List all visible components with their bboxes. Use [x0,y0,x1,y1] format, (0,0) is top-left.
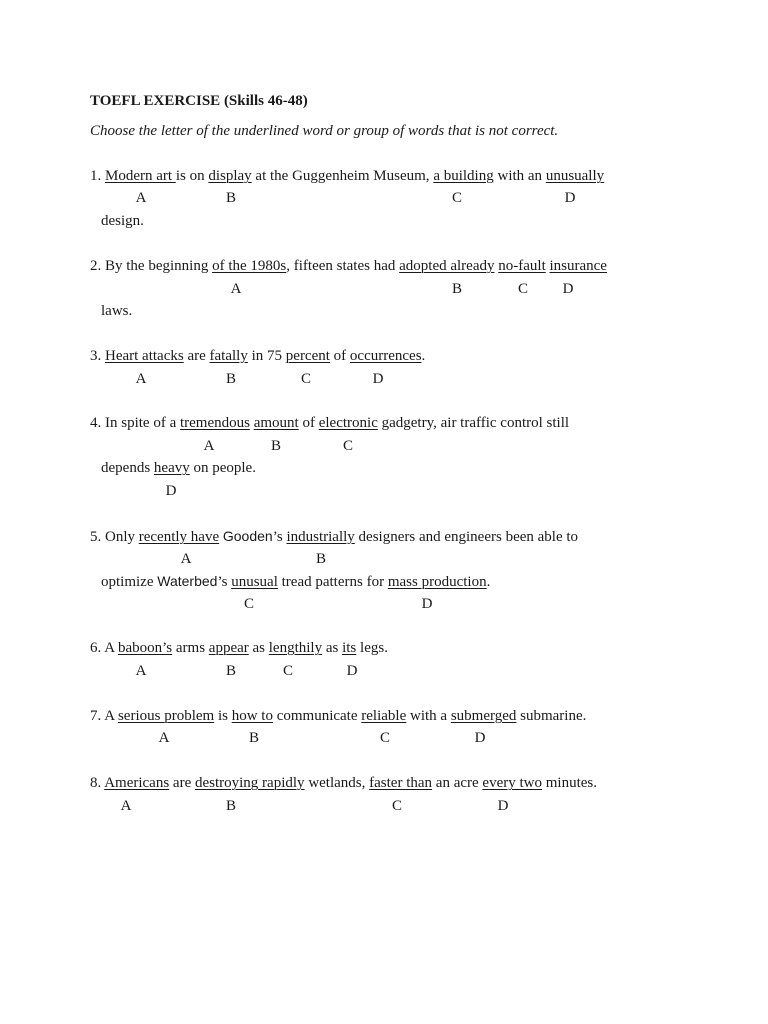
question-4-option-a: tremendous [179,415,250,431]
question-2-text: By the beginning [105,258,213,274]
question-5-line-2 [101,571,490,592]
question-5-option-a: recently have [138,529,220,545]
question-1-letter-a: A [135,190,147,206]
question-6-text: as [322,640,343,656]
question-8-option-c: faster than [369,775,433,791]
question-7-letter-d: D [474,730,486,746]
question-8-option-a: Americans [104,775,170,791]
question-3-option-a: Heart attacks [105,348,184,364]
question-3-text: of [329,348,350,364]
question-2-line-2: laws. [101,303,133,319]
question-6-option-d: its [342,640,357,656]
question-2-option-b: adopted already [399,258,495,274]
question-7-letter-a: A [158,730,170,746]
question-3-option-d: occurrences [349,348,422,364]
question-1-option-a: Modern art [105,168,176,184]
question-7-line-1 [90,706,586,726]
question-2-text: , fifteen states had [286,258,400,274]
question-1-option-c: a building [433,168,494,184]
question-6-option-b: appear [208,640,249,656]
question-6-text: A [104,640,118,656]
question-5-text: ’s [272,529,287,545]
question-5-text: Only [105,529,139,545]
question-2-letter-c: C [517,281,528,297]
question-2-line-1 [90,256,607,276]
exercise-instruction: Choose the letter of the underlined word or group of words that is not correct. [90,123,559,139]
question-6-option-a: baboon’s [117,640,173,656]
question-4-text: In spite of a [105,415,180,431]
question-7-text: with a [406,708,451,724]
question-6-letter-c: C [282,663,293,679]
question-7-option-c: reliable [361,708,407,724]
question-7-text: submarine. [516,708,587,724]
question-4-text: gadgetry, air traffic control still [377,415,570,431]
question-3-text: are [183,348,210,364]
question-5-brand-name: Gooden [222,528,273,544]
question-5-letter-b: B [315,551,326,567]
question-7-letter-b: B [248,730,259,746]
question-3-letter-c: C [300,371,311,387]
question-1-letter-c: C [451,190,462,206]
question-4-letter-a: A [203,438,215,454]
question-3-letter-d: D [372,371,384,387]
question-2-option-a: of the 1980s [212,258,287,274]
question-1-letter-b: B [225,190,236,206]
question-6-line-1 [90,638,388,658]
question-1-letter-d: D [564,190,576,206]
question-5-option-d: mass production [387,574,487,590]
question-1-text: is on [175,168,209,184]
question-8-text: an acre [432,775,483,791]
question-5-text: optimize [101,574,158,590]
question-5-letter-c: C [243,596,254,612]
question-5-text: tread patterns for [277,574,388,590]
question-3-letter-a: A [135,371,147,387]
question-7-option-d: submerged [450,708,517,724]
question-3-text: . [421,348,426,364]
question-8-letter-d: D [497,798,509,814]
question-8-letter-b: B [225,798,236,814]
question-5-text: ’s [217,574,232,590]
question-8-line-1 [90,773,597,793]
question-4-letter-c: C [342,438,353,454]
question-6-letter-b: B [225,663,236,679]
question-7-option-b: how to [231,708,273,724]
question-6-text: legs. [356,640,388,656]
question-7-text: is [214,708,232,724]
question-3-number: 3. [90,348,105,364]
question-1-option-d: unusually [545,168,605,184]
question-3-option-c: percent [285,348,330,364]
question-2-option-c: no-fault [498,258,546,274]
question-5-option-c: unusual [231,574,278,590]
question-3-line-1 [90,346,425,366]
question-4-option-d: heavy [153,460,190,476]
question-5-number: 5. [90,529,105,545]
question-7-text: A [104,708,118,724]
question-1-text: with an [493,168,546,184]
question-5-letter-d: D [421,596,433,612]
question-4-number: 4. [90,415,105,431]
question-6-number: 6. [90,640,105,656]
question-1-line-2: design. [101,213,144,229]
question-1-text: at the Guggenheim Museum, [251,168,434,184]
question-4-line-1 [90,413,569,433]
question-6-text: as [248,640,269,656]
question-4-option-b: amount [253,415,299,431]
question-4-letter-b: B [270,438,281,454]
question-2-option-d: insurance [549,258,607,274]
question-5-option-b: industrially [286,529,355,545]
question-8-text: minutes. [541,775,597,791]
question-5-text: . [486,574,491,590]
question-2-letter-d: D [562,281,574,297]
question-3-text: in 75 [247,348,286,364]
exercise-title: TOEFL EXERCISE (Skills 46-48) [90,93,308,109]
question-7-option-a: serious problem [117,708,215,724]
question-4-text: depends [101,460,154,476]
question-5-letter-a: A [180,551,192,567]
question-4-option-c: electronic [318,415,378,431]
question-2-letter-b: B [451,281,462,297]
question-1-number: 1. [90,168,105,184]
question-6-option-c: lengthily [268,640,323,656]
question-7-letter-c: C [379,730,390,746]
question-7-number: 7. [90,708,105,724]
question-6-letter-d: D [346,663,358,679]
question-4-line-2 [101,458,256,478]
question-8-option-b: destroying rapidly [194,775,305,791]
question-3-option-b: fatally [209,348,248,364]
question-4-letter-d: D [165,483,177,499]
question-1-option-b: display [208,168,252,184]
question-2-number: 2. [90,258,105,274]
question-8-text: are [169,775,195,791]
question-8-number: 8. [90,775,105,791]
question-8-option-d: every two [482,775,542,791]
question-6-letter-a: A [135,663,147,679]
question-3-letter-b: B [225,371,236,387]
question-8-text: wetlands, [304,775,370,791]
question-6-text: arms [172,640,209,656]
question-5-brand-name: Waterbed [157,573,218,589]
question-8-letter-c: C [391,798,402,814]
question-5-line-1 [90,526,578,547]
question-2-letter-a: A [230,281,242,297]
question-7-text: communicate [272,708,362,724]
question-1-line-1 [90,166,604,186]
question-8-letter-a: A [120,798,132,814]
question-4-text: of [298,415,319,431]
question-5-text: designers and engineers been able to [354,529,579,545]
question-4-text: on people. [189,460,256,476]
